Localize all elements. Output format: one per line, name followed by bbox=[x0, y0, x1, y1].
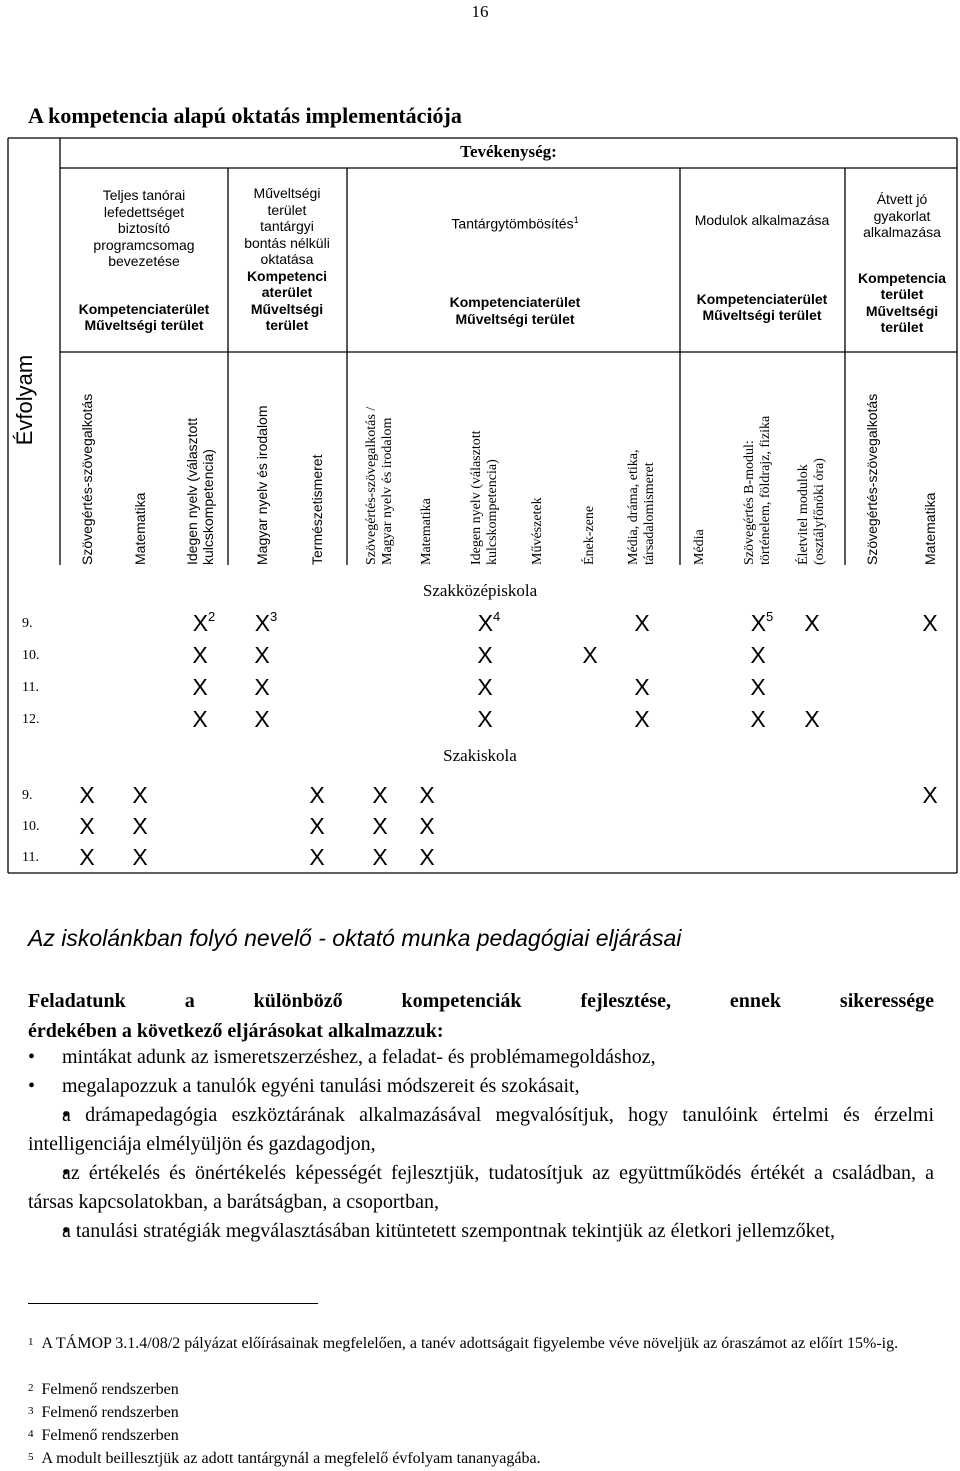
x-mark: X bbox=[132, 844, 148, 870]
list-item: • a tanulási stratégiák megválasztásában kitüntetett szempontnak tekintjük az életkori jellemzőket, bbox=[28, 1217, 934, 1246]
x-mark: $X^2$ bbox=[192, 609, 216, 636]
footnote-separator bbox=[28, 1303, 318, 1304]
column-header: Matematika bbox=[419, 498, 434, 565]
activity-header: Tevékenység: bbox=[460, 142, 557, 161]
column-header: Szövegértés B-modul: történelem, földrajz, fizika bbox=[742, 415, 773, 565]
group-header-5: Átvett jó gyakorlat alkalmazása Kompetencia terület Műveltségi terület bbox=[858, 191, 946, 335]
grade-label: 9. bbox=[22, 616, 33, 631]
group-header-3: Tantárgytömbösítés$^1$ Kompetenciaterület Műveltségi terület bbox=[449, 215, 581, 327]
x-mark: X bbox=[477, 706, 493, 732]
x-mark: X bbox=[192, 674, 208, 700]
list-item: • megalapozzuk a tanulók egyéni tanulási módszereit és szokásait, bbox=[28, 1072, 934, 1101]
x-mark: X bbox=[922, 782, 938, 808]
grade-label: 10. bbox=[22, 819, 40, 834]
section-title: Szakközépiskola bbox=[422, 581, 538, 600]
x-mark: X bbox=[477, 674, 493, 700]
grade-label: 12. bbox=[22, 712, 40, 727]
x-mark: X bbox=[922, 610, 938, 636]
grade-label: 9. bbox=[22, 788, 33, 803]
x-mark: X bbox=[309, 844, 325, 870]
x-mark: X bbox=[254, 674, 270, 700]
x-mark: X bbox=[419, 844, 435, 870]
x-mark: X bbox=[254, 706, 270, 732]
x-mark: X bbox=[750, 706, 766, 732]
column-header: Magyar nyelv és irodalom bbox=[254, 405, 270, 565]
x-mark: $X^5$ bbox=[750, 609, 774, 636]
grade-label: 11. bbox=[22, 850, 39, 865]
x-mark: X bbox=[804, 610, 820, 636]
x-mark: X bbox=[582, 642, 598, 668]
column-header: Idegen nyelv (választott kulcskompetencia) bbox=[184, 417, 216, 565]
x-mark: X bbox=[419, 782, 435, 808]
column-header: Média bbox=[692, 529, 707, 565]
x-mark: X bbox=[634, 610, 650, 636]
page-title: A kompetencia alapú oktatás implementációja bbox=[28, 103, 462, 128]
x-mark: X bbox=[477, 642, 493, 668]
x-mark: X bbox=[79, 813, 95, 839]
footnote-4: $^4$ Felmenő rendszerben bbox=[28, 1427, 179, 1444]
year-label: Évfolyam bbox=[12, 354, 38, 446]
x-mark: X bbox=[309, 782, 325, 808]
footnote-2: $^2$ Felmenő rendszerben bbox=[28, 1381, 179, 1398]
x-mark: X bbox=[634, 674, 650, 700]
column-header: Matematika bbox=[132, 492, 148, 565]
x-mark: X bbox=[750, 642, 766, 668]
x-mark: X bbox=[634, 706, 650, 732]
group-header-1: Teljes tanórai lefedettséget biztosító programcsomag bevezetése Kompetenciaterület Műveltségi terület bbox=[78, 187, 210, 333]
x-mark: X bbox=[254, 642, 270, 668]
list-item: • mintákat adunk az ismeretszerzéshez, a feladat- és problémamegoldáshoz, bbox=[28, 1043, 934, 1072]
list-item: • az értékelés és önértékelés képességét fejlesztjük, tudatosítjuk az együttműködés értékét a családban, a társas kapcsolatokban, a barátságban, a csoportban, bbox=[28, 1159, 934, 1217]
page-number: 16 bbox=[471, 2, 489, 21]
grade-label: 10. bbox=[22, 648, 40, 663]
x-mark: X bbox=[192, 642, 208, 668]
x-mark: X bbox=[132, 782, 148, 808]
column-header: Életvitel modulok (osztályfőnöki óra) bbox=[796, 458, 827, 565]
column-header: Matematika bbox=[922, 492, 938, 565]
x-mark: X bbox=[132, 813, 148, 839]
footnote-3: $^3$ Felmenő rendszerben bbox=[28, 1404, 179, 1421]
x-mark: X bbox=[750, 674, 766, 700]
column-header: Szövegértés-szövegalkotás / Magyar nyelv és irodalom bbox=[364, 406, 395, 565]
group-header-4: Modulok alkalmazása Kompetenciaterület Műveltségi terület bbox=[694, 212, 830, 323]
x-mark: X bbox=[372, 813, 388, 839]
group-header-2: Műveltségi terület tantárgyi bontás nélküli oktatása Kompetenci aterület Műveltségi terület bbox=[244, 185, 330, 333]
column-header: Ének-zene bbox=[582, 505, 597, 565]
grade-label: 11. bbox=[22, 680, 39, 695]
section-title: Szakiskola bbox=[443, 746, 517, 765]
footnote-1: $^1$ A TÁMOP 3.1.4/08/2 pályázat előírásainak megfelelően, a tanév adottságait figyelembe véve növeljük az óraszámot az előírt 15%-ig. bbox=[28, 1335, 899, 1352]
column-header: Szövegértés-szövegalkotás bbox=[864, 393, 880, 565]
x-mark: X bbox=[79, 844, 95, 870]
x-mark: X bbox=[79, 782, 95, 808]
x-mark: X bbox=[309, 813, 325, 839]
list-item: • a drámapedagógia eszköztárának alkalmazásával megvalósítjuk, hogy tanulóink értelmi és érzelmi intelligenciája elmélyüljön és gazdagodjon, bbox=[28, 1101, 934, 1159]
column-header: Idegen nyelv (választott kulcskompetencia) bbox=[469, 430, 500, 565]
x-mark: $X^4$ bbox=[477, 609, 501, 636]
column-header: Szövegértés-szövegalkotás bbox=[79, 393, 95, 565]
x-mark: X bbox=[192, 706, 208, 732]
x-mark: X bbox=[804, 706, 820, 732]
x-mark: X bbox=[419, 813, 435, 839]
procedure-list bbox=[28, 1043, 934, 1246]
x-mark: $X^3$ bbox=[254, 609, 278, 636]
column-header: Média, dráma, etika, társadalomismeret bbox=[626, 449, 657, 565]
footnote-5: $^5$ A modult beillesztjük az adott tantárgynál a megfelelő évfolyam tananyagába. bbox=[28, 1450, 541, 1467]
column-header: Művészetek bbox=[530, 497, 545, 565]
section-heading: Az iskolánkban folyó nevelő - oktató munka pedagógiai eljárásai bbox=[28, 925, 682, 951]
column-header: Természetismeret bbox=[309, 454, 325, 565]
x-mark: X bbox=[372, 844, 388, 870]
intro-paragraph: Feladatunk a különböző kompetenciák fejlesztése, ennek sikeressége érdekében a következő eljárásokat alkalmazzuk: bbox=[28, 990, 934, 1042]
x-mark: X bbox=[372, 782, 388, 808]
